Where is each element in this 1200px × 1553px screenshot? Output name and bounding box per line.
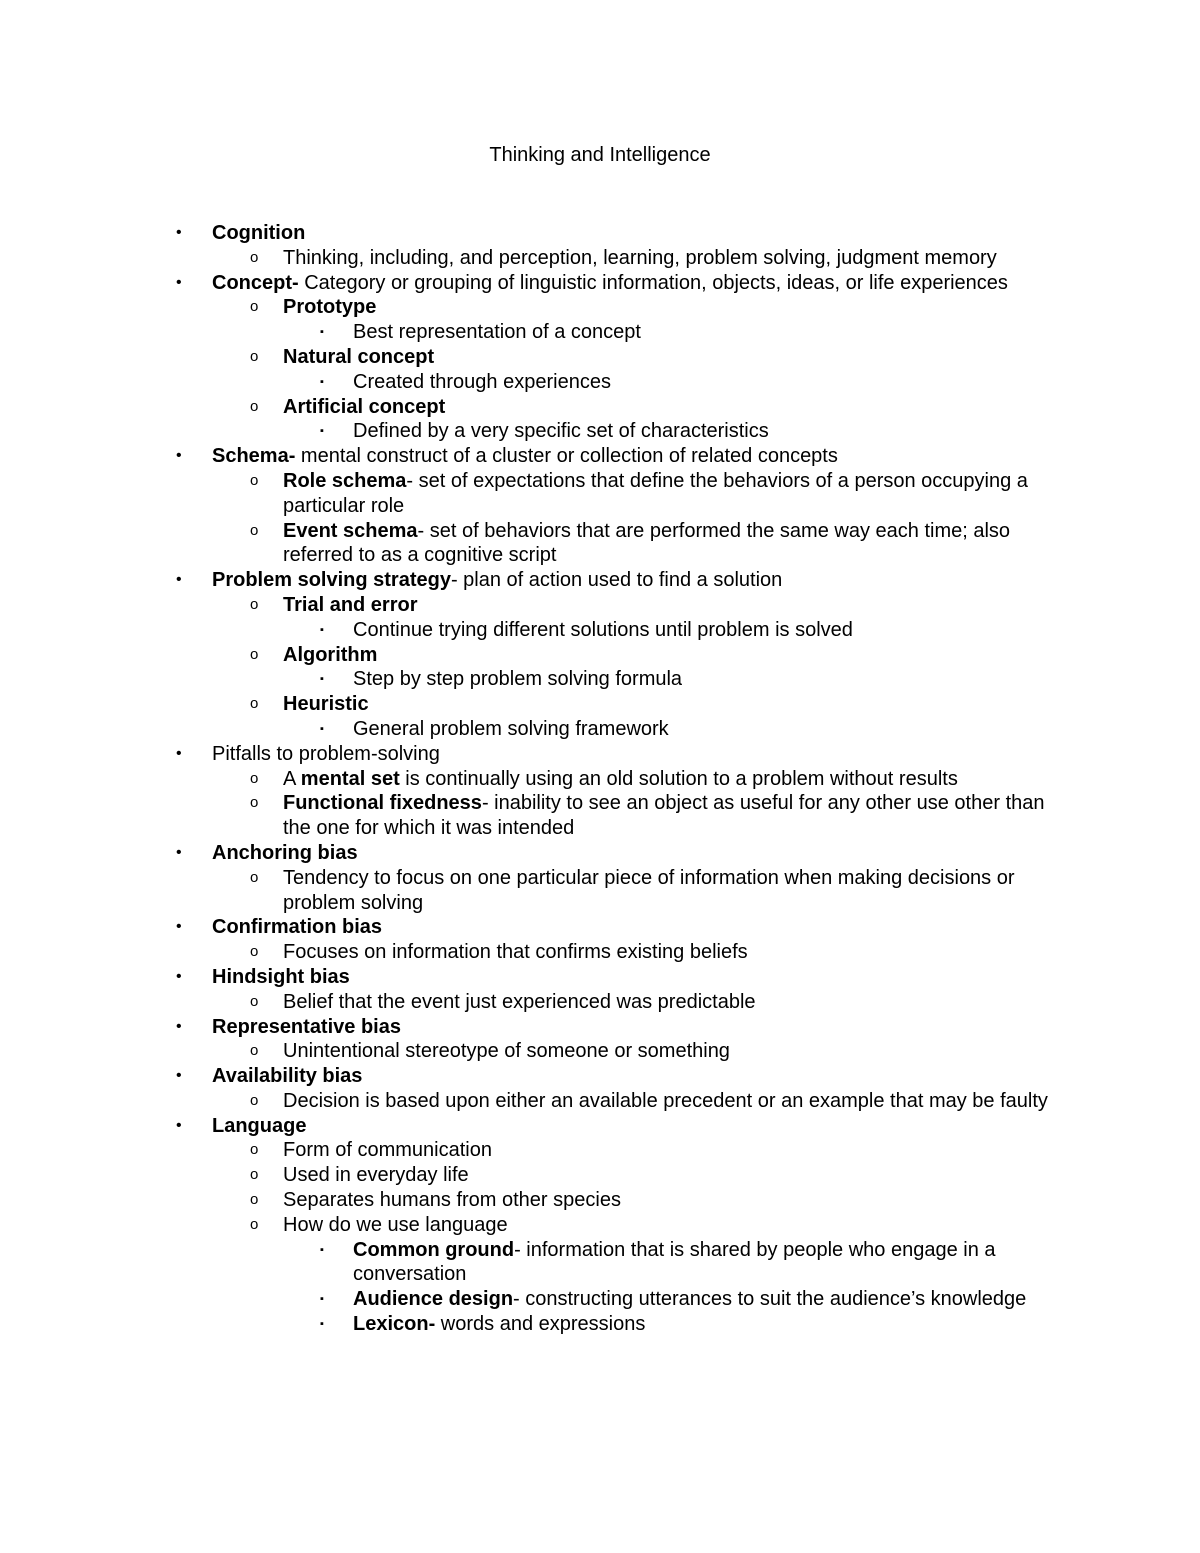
bullet-circle-icon: o xyxy=(250,645,259,663)
item-text: How do we use language xyxy=(283,1213,508,1236)
list-item-level-1 xyxy=(176,915,1057,940)
bullet-square-icon: ▪ xyxy=(320,1293,324,1306)
item-term: mental set xyxy=(300,767,400,790)
bullet-circle-icon: o xyxy=(250,397,259,415)
item-term: Algorithm xyxy=(283,643,378,666)
list-item-level-1 xyxy=(176,271,1057,296)
bullet-circle-icon: o xyxy=(250,1215,259,1233)
list-item-level-2 xyxy=(250,1138,1057,1163)
list-item-level-1 xyxy=(176,841,1057,866)
item-text: Decision is based upon either an available precedent or an example that may be faulty xyxy=(283,1089,1048,1112)
list-item-level-2 xyxy=(250,246,1057,271)
bullet-square-icon: ▪ xyxy=(320,1243,324,1256)
list-item-level-2 xyxy=(250,990,1057,1015)
bullet-square-icon: ▪ xyxy=(320,326,324,339)
list-item-level-2 xyxy=(250,345,1057,370)
item-text: - plan of action used to find a solution xyxy=(450,569,783,592)
list-item-level-1 xyxy=(176,742,1057,767)
bullet-circle-icon: o xyxy=(250,1191,259,1209)
item-text: Category or grouping of linguistic information, objects, ideas, or life experiences xyxy=(298,271,1008,294)
list-item-level-2 xyxy=(250,1089,1057,1114)
list-item-level-2 xyxy=(250,519,1057,569)
list-item-level-3 xyxy=(320,618,1057,643)
list-item-level-2 xyxy=(250,767,1057,792)
list-item-level-2 xyxy=(250,940,1057,965)
item-text: - set of expectations that define the behaviors of a person occupying a particular role xyxy=(283,469,1028,517)
list-item-level-2 xyxy=(250,1039,1057,1064)
item-term: Anchoring bias xyxy=(212,841,358,864)
list-item-level-3 xyxy=(320,370,1057,395)
bullet-circle-icon: o xyxy=(250,298,259,316)
list-item-level-1 xyxy=(176,965,1057,990)
list-item-level-2 xyxy=(250,469,1057,519)
list-item-level-1 xyxy=(176,444,1057,469)
item-term: Common ground xyxy=(353,1238,515,1261)
bullet-circle-icon: o xyxy=(250,769,259,787)
item-text: Belief that the event just experienced was predictable xyxy=(283,990,756,1013)
list-item-level-2 xyxy=(250,692,1057,717)
list-item-level-1 xyxy=(176,568,1057,593)
outline-list xyxy=(0,221,1200,1337)
item-text: Form of communication xyxy=(283,1139,492,1162)
bullet-circle-icon: o xyxy=(250,868,259,886)
item-text: Pitfalls to problem-solving xyxy=(212,742,440,765)
item-text: Thinking, including, and perception, learning, problem solving, judgment memory xyxy=(283,246,997,269)
bullet-circle-icon: o xyxy=(250,521,259,539)
bullet-disc-icon: • xyxy=(176,843,182,861)
item-term: Role schema xyxy=(283,469,407,492)
item-term: Problem solving strategy xyxy=(212,569,451,592)
item-term: Cognition xyxy=(212,222,306,244)
item-text: mental construct of a cluster or collection of related concepts xyxy=(295,445,838,468)
bullet-circle-icon: o xyxy=(250,595,259,613)
list-item-level-3 xyxy=(320,320,1057,345)
bullet-circle-icon: o xyxy=(250,794,259,812)
item-term: Schema- xyxy=(212,445,296,468)
item-term: Lexicon- xyxy=(353,1313,436,1336)
item-term: Representative bias xyxy=(212,1015,401,1038)
item-prefix: A xyxy=(283,767,301,790)
item-text: Unintentional stereotype of someone or something xyxy=(283,1040,730,1063)
bullet-square-icon: ▪ xyxy=(320,722,324,735)
item-term: Artificial concept xyxy=(283,395,446,418)
item-term: Hindsight bias xyxy=(212,965,350,988)
bullet-circle-icon: o xyxy=(250,1091,259,1109)
bullet-square-icon: ▪ xyxy=(320,425,324,438)
list-item-level-3 xyxy=(320,1238,1057,1288)
bullet-square-icon: ▪ xyxy=(320,673,324,686)
list-item-level-2 xyxy=(250,866,1057,916)
item-term: Audience design xyxy=(353,1288,514,1311)
list-item-level-3 xyxy=(320,1312,1057,1337)
bullet-circle-icon: o xyxy=(250,248,259,266)
item-text: - constructing utterances to suit the audience’s knowledge xyxy=(513,1288,1027,1311)
bullet-disc-icon: • xyxy=(176,918,182,936)
bullet-circle-icon: o xyxy=(250,943,259,961)
item-term: Trial and error xyxy=(283,593,418,616)
list-item-level-2 xyxy=(250,643,1057,668)
bullet-circle-icon: o xyxy=(250,992,259,1010)
bullet-disc-icon: • xyxy=(176,571,182,589)
item-text: - information that is shared by people who engage in a conversation xyxy=(353,1238,996,1286)
item-text: Used in everyday life xyxy=(283,1164,469,1187)
list-item-level-3 xyxy=(320,667,1057,692)
item-term: Natural concept xyxy=(283,345,435,368)
list-item-level-1 xyxy=(176,1015,1057,1040)
bullet-disc-icon: • xyxy=(176,744,182,762)
bullet-disc-icon: • xyxy=(176,273,182,291)
bullet-disc-icon: • xyxy=(176,1116,182,1134)
bullet-circle-icon: o xyxy=(250,471,259,489)
bullet-square-icon: ▪ xyxy=(320,1318,324,1331)
item-term: Event schema xyxy=(283,519,418,542)
item-term: Prototype xyxy=(283,296,377,319)
bullet-circle-icon: o xyxy=(250,1141,259,1159)
item-text: Defined by a very specific set of characteristics xyxy=(353,420,769,443)
list-item-level-3 xyxy=(320,717,1057,742)
item-text: Focuses on information that confirms existing beliefs xyxy=(283,941,748,964)
item-text: is continually using an old solution to a problem without results xyxy=(399,767,958,790)
list-item-level-2 xyxy=(250,395,1057,420)
item-text: words and expressions xyxy=(435,1313,646,1336)
bullet-disc-icon: • xyxy=(176,1067,182,1085)
list-item-level-1 xyxy=(176,1114,1057,1139)
list-item-level-1 xyxy=(176,221,1057,246)
item-term: Functional fixedness xyxy=(283,792,482,815)
bullet-circle-icon: o xyxy=(250,695,259,713)
item-text: Step by step problem solving formula xyxy=(353,668,683,691)
bullet-square-icon: ▪ xyxy=(320,623,324,636)
bullet-disc-icon: • xyxy=(176,224,182,241)
bullet-disc-icon: • xyxy=(176,1017,182,1035)
bullet-disc-icon: • xyxy=(176,967,182,985)
list-item-level-2 xyxy=(250,593,1057,618)
document-title: Thinking and Intelligence xyxy=(489,144,711,166)
item-text: - set of behaviors that are performed the same way each time; also referred to as a cognitive script xyxy=(283,519,1011,567)
list-item-level-2 xyxy=(250,295,1057,320)
item-text: Tendency to focus on one particular piece of information when making decisions or problem solving xyxy=(283,866,1015,914)
list-item-level-3 xyxy=(320,1287,1057,1312)
item-text: Separates humans from other species xyxy=(283,1189,621,1212)
bullet-circle-icon: o xyxy=(250,1042,259,1060)
item-text: Best representation of a concept xyxy=(353,321,641,344)
list-item-level-2 xyxy=(250,1163,1057,1188)
item-text: - inability to see an object as useful for any other use other than the one for which it was intended xyxy=(283,792,1045,840)
bullet-circle-icon: o xyxy=(250,1166,259,1184)
list-item-level-2 xyxy=(250,1213,1057,1238)
item-term: Language xyxy=(212,1114,307,1137)
bullet-circle-icon: o xyxy=(250,347,259,365)
bullet-square-icon: ▪ xyxy=(320,375,324,388)
item-term: Confirmation bias xyxy=(212,916,383,939)
item-text: Created through experiences xyxy=(353,370,611,393)
list-item-level-2 xyxy=(250,1188,1057,1213)
item-term: Concept- xyxy=(212,271,299,294)
item-text: General problem solving framework xyxy=(353,717,669,740)
item-term: Heuristic xyxy=(283,693,369,716)
list-item-level-1 xyxy=(176,1064,1057,1089)
bullet-disc-icon: • xyxy=(176,447,182,465)
item-text: Continue trying different solutions until problem is solved xyxy=(353,618,853,641)
list-item-level-3 xyxy=(320,419,1057,444)
list-item-level-2 xyxy=(250,791,1057,841)
item-term: Availability bias xyxy=(212,1065,363,1088)
